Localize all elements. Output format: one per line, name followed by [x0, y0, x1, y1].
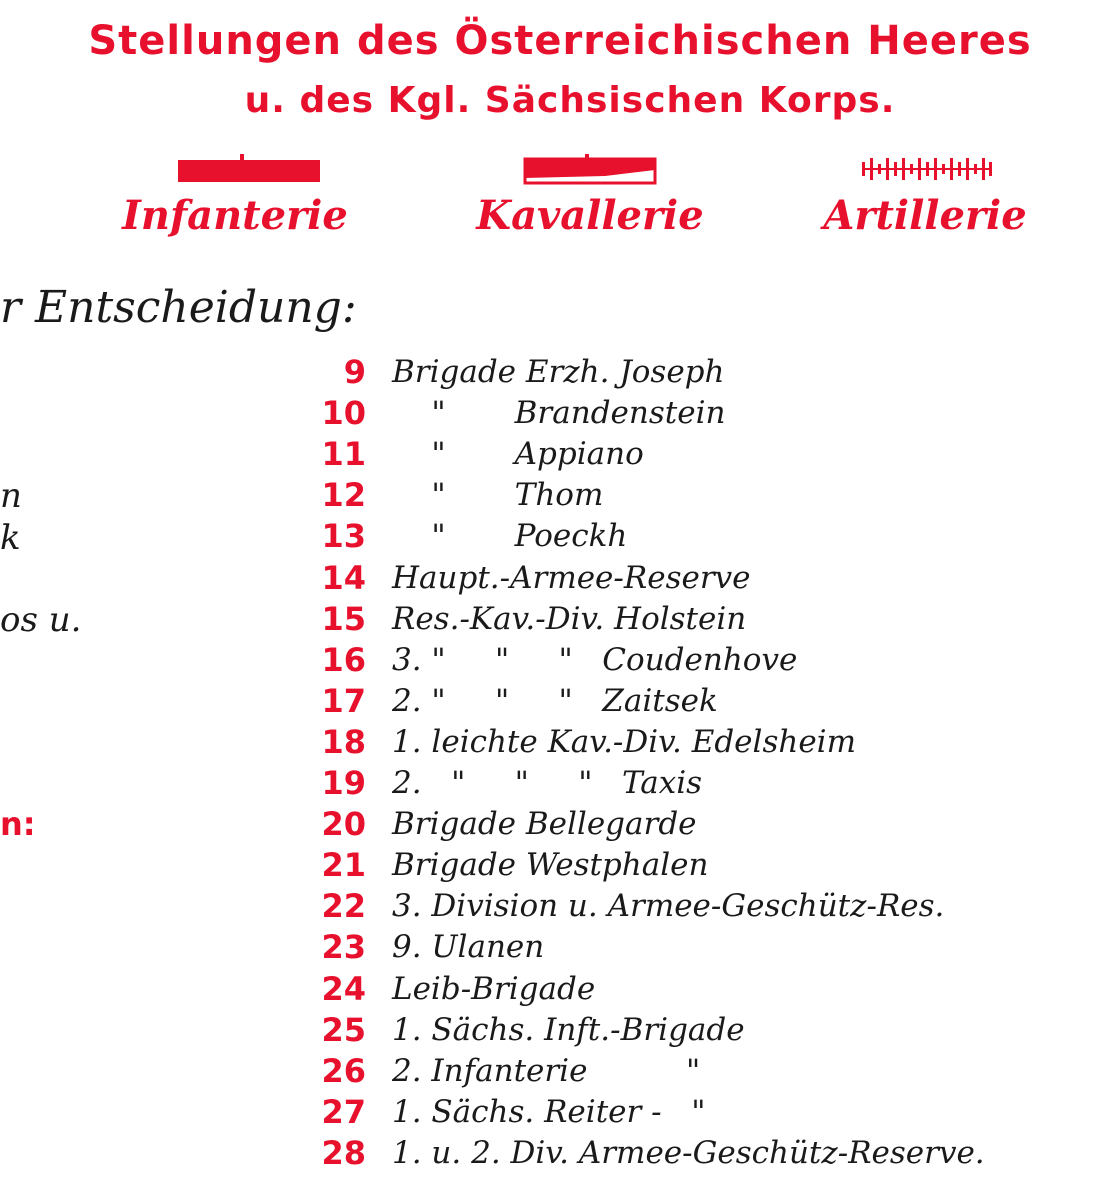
cavalry-bar-icon	[455, 150, 725, 190]
unit-number: 24	[321, 969, 366, 1008]
unit-label: 2. Infanterie "	[392, 1052, 701, 1089]
unit-row	[0, 475, 1100, 515]
unit-row	[0, 886, 1100, 926]
legend-artillery	[790, 150, 1060, 250]
unit-number: 17	[321, 681, 366, 720]
unit-number: 11	[321, 435, 366, 474]
infantry-bar-icon	[100, 150, 370, 190]
unit-row	[0, 516, 1100, 556]
unit-label: " Appiano	[392, 436, 644, 473]
artillery-ticks-icon	[790, 150, 1060, 190]
unit-number: 19	[321, 764, 366, 802]
legend-label-artillery: Artillerie	[823, 192, 1027, 239]
unit-row	[0, 640, 1100, 680]
unit-number: 25	[321, 1010, 366, 1049]
unit-row	[0, 804, 1100, 844]
unit-label: Brigade Bellegarde	[392, 806, 697, 843]
unit-number: 14	[321, 558, 366, 597]
unit-row	[0, 1133, 1100, 1173]
unit-row	[0, 1092, 1100, 1132]
unit-row	[0, 393, 1100, 433]
unit-label: 1. leichte Kav.-Div. Edelsheim	[392, 723, 856, 760]
left-fragment-b: k	[0, 518, 21, 558]
legend-infantry	[100, 150, 370, 250]
unit-number: 9	[343, 353, 366, 391]
unit-number: 22	[321, 887, 366, 926]
unit-label: 3. " " " Coudenhove	[392, 641, 798, 678]
unit-row	[0, 558, 1100, 598]
unit-number: 18	[321, 722, 366, 761]
unit-label: Res.-Kav.-Div. Holstein	[392, 600, 747, 637]
unit-row	[0, 681, 1100, 721]
unit-row	[0, 599, 1100, 639]
unit-label: Leib-Brigade	[392, 970, 596, 1007]
unit-label: Brigade Westphalen	[392, 847, 709, 884]
unit-number: 28	[321, 1133, 366, 1172]
unit-label: 9. Ulanen	[392, 929, 545, 966]
unit-number: 16	[321, 640, 366, 679]
unit-row	[0, 845, 1100, 885]
unit-label: 3. Division u. Armee-Geschütz-Res.	[392, 888, 945, 925]
unit-number: 26	[321, 1051, 366, 1090]
unit-number: 12	[321, 476, 366, 515]
unit-number: 15	[321, 599, 366, 638]
unit-row	[0, 969, 1100, 1009]
unit-row	[0, 352, 1100, 392]
unit-label: 1. Sächs. Inft.-Brigade	[392, 1011, 745, 1048]
unit-row	[0, 722, 1100, 762]
left-fragment-d: n:	[0, 805, 36, 843]
unit-label: Haupt.-Armee-Reserve	[392, 559, 751, 596]
unit-number: 10	[321, 394, 366, 433]
unit-label: 2. " " " Zaitsek	[392, 682, 718, 719]
unit-label: Brigade Erzh. Joseph	[392, 354, 725, 390]
left-fragment-a: n	[0, 476, 22, 516]
unit-label: 1. u. 2. Div. Armee-Geschütz-Reserve.	[392, 1134, 985, 1171]
legend-cavalry	[455, 150, 725, 250]
legend-label-cavalry: Kavallerie	[476, 192, 704, 239]
unit-label: 1. Sächs. Reiter - "	[392, 1093, 706, 1130]
unit-number: 21	[321, 846, 366, 885]
unit-row	[0, 927, 1100, 967]
legend-title: Stellungen des Österreichischen Heeres	[88, 18, 1032, 64]
section-heading-fragment: r Entscheidung:	[0, 282, 357, 333]
unit-row	[0, 434, 1100, 474]
unit-label: " Brandenstein	[392, 395, 726, 432]
legend-label-infantry: Infanterie	[122, 192, 348, 239]
unit-number: 13	[321, 517, 366, 556]
unit-label: " Thom	[392, 477, 604, 514]
unit-row	[0, 763, 1100, 803]
unit-row	[0, 1010, 1100, 1050]
unit-label: 2. " " " Taxis	[392, 765, 703, 801]
unit-label: " Poeckh	[392, 518, 628, 555]
unit-number: 27	[321, 1092, 366, 1131]
left-fragment-c: os u.	[0, 600, 82, 640]
unit-number: 20	[321, 805, 366, 844]
unit-row	[0, 1051, 1100, 1091]
legend-subtitle: u. des Kgl. Sächsischen Korps.	[244, 80, 896, 121]
unit-number: 23	[321, 928, 366, 967]
